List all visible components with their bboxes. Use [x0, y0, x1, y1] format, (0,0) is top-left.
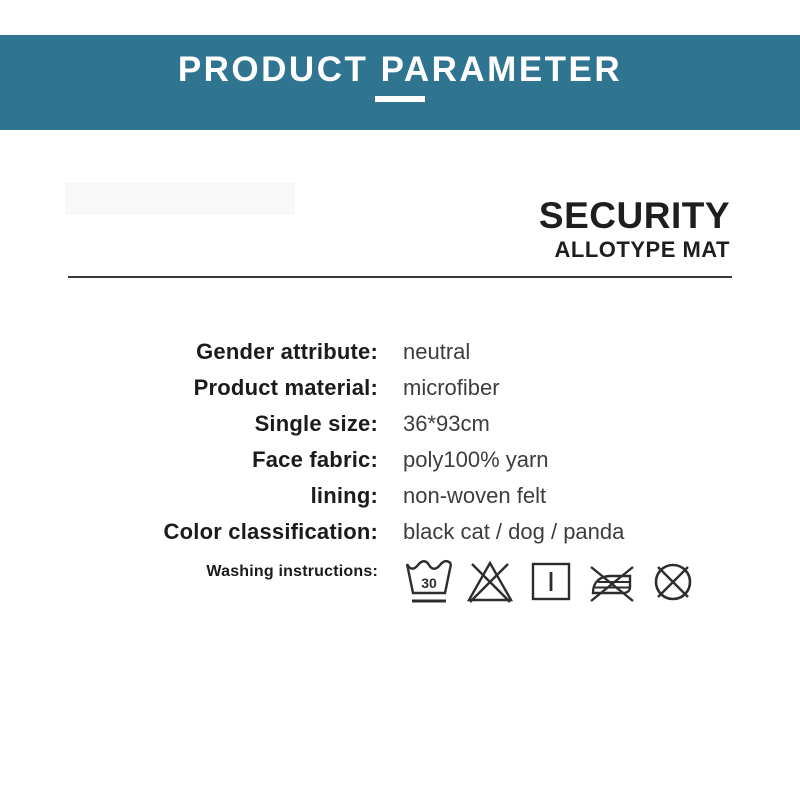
spec-label: Face fabric: [252, 447, 378, 472]
spec-label: Gender attribute: [196, 339, 378, 364]
spec-label: Color classification: [163, 519, 378, 544]
spec-label: Single size: [254, 411, 378, 436]
spec-row [0, 478, 800, 514]
drip-dry-icon [525, 555, 577, 607]
spec-value: 36*93cm [403, 411, 490, 436]
washing-icons-group [403, 555, 699, 607]
product-name: SECURITY [538, 195, 730, 236]
svg-text:30: 30 [421, 575, 437, 591]
spec-table [0, 334, 800, 550]
spec-row [0, 406, 800, 442]
spec-value: poly100% yarn [403, 447, 549, 472]
washing-instructions-label: Washing instructions: [206, 563, 378, 580]
product-subtitle: ALLOTYPE MAT [554, 237, 730, 262]
spec-row [0, 334, 800, 370]
title-underline [375, 96, 425, 102]
page-title: PRODUCT PARAMETER [177, 50, 623, 89]
spec-label: lining: [310, 483, 378, 508]
spec-value: microfiber [403, 375, 500, 400]
spec-row [0, 442, 800, 478]
spec-value: black cat / dog / panda [403, 519, 625, 544]
spec-row [0, 514, 800, 550]
decorative-box [65, 183, 295, 215]
header-banner [0, 35, 800, 130]
spec-value: non-woven felt [403, 483, 547, 508]
spec-label: Product material: [193, 375, 378, 400]
divider-line [68, 276, 732, 278]
spec-value: neutral [403, 339, 471, 364]
do-not-iron-icon [586, 555, 638, 607]
washing-row [0, 553, 800, 607]
product-name-block [539, 196, 730, 262]
wash-30-icon [403, 555, 455, 607]
spec-row [0, 370, 800, 406]
do-not-dry-clean-icon [647, 555, 699, 607]
do-not-bleach-icon [464, 555, 516, 607]
